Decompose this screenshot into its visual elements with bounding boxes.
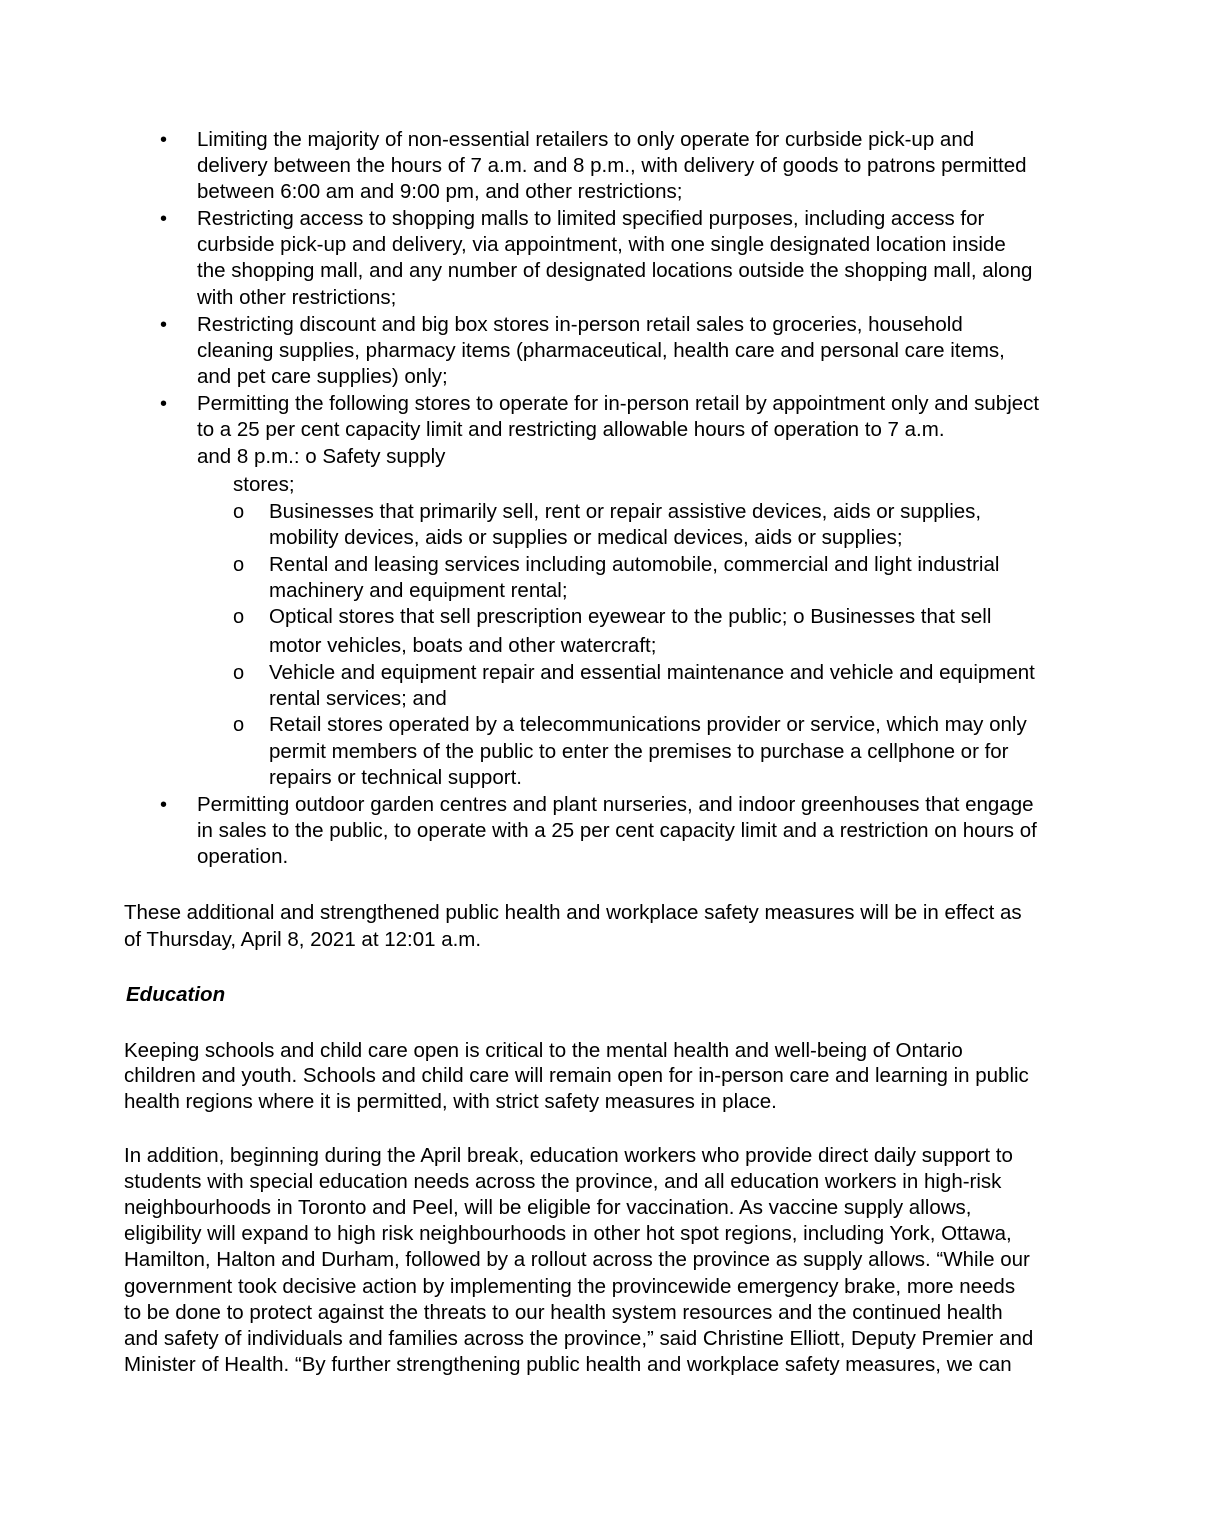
subitem-1-line-2: mobility devices, aids or supplies or medical devices, aids or supplies; xyxy=(269,526,903,549)
subitem-5-line-1: Retail stores operated by a telecommunications provider or service, which may only xyxy=(269,713,1027,736)
bullet-5-line-1: Permitting outdoor garden centres and plant nurseries, and indoor greenhouses that engage xyxy=(197,793,1034,816)
subitem-1-line-1: Businesses that primarily sell, rent or repair assistive devices, aids or supplies, xyxy=(269,500,982,523)
bullet-2-line-1: Restricting access to shopping malls to limited specified purposes, including access for xyxy=(197,207,985,230)
bullet-2-line-4: with other restrictions; xyxy=(197,286,397,309)
bullet-4-line-3: and 8 p.m.: o Safety supply xyxy=(197,445,446,468)
bullet-3-line-3: and pet care supplies) only; xyxy=(197,365,448,388)
education-paragraph-2-line-5: Hamilton, Halton and Durham, followed by a rollout across the province as supply allows. “While our xyxy=(124,1248,1030,1271)
bullet-4-continuation: stores; xyxy=(233,473,295,496)
subitem-4-line-1: Vehicle and equipment repair and essential maintenance and vehicle and equipment xyxy=(269,661,1035,684)
bullet-3-line-1: Restricting discount and big box stores in-person retail sales to groceries, household xyxy=(197,313,963,336)
bullet-marker: • xyxy=(160,794,168,816)
bullet-5-line-3: operation. xyxy=(197,845,289,868)
sub-bullet-marker: o xyxy=(233,554,245,576)
sub-bullet-marker: o xyxy=(233,662,245,684)
education-paragraph-2-line-6: government took decisive action by implementing the provincewide emergency brake, more needs xyxy=(124,1275,1016,1298)
sub-bullet-marker: o xyxy=(233,501,245,523)
effective-paragraph-line-2: of Thursday, April 8, 2021 at 12:01 a.m. xyxy=(124,928,482,951)
education-paragraph-2-line-9: Minister of Health. “By further strengthening public health and workplace safety measures, we can xyxy=(124,1353,1012,1376)
bullet-marker: • xyxy=(160,393,168,415)
subitem-5-line-3: repairs or technical support. xyxy=(269,766,522,789)
subitem-2-line-2: machinery and equipment rental; xyxy=(269,579,568,602)
bullet-marker: • xyxy=(160,129,168,151)
sub-bullet-marker: o xyxy=(233,714,245,736)
bullet-5-line-2: in sales to the public, to operate with a 25 per cent capacity limit and a restriction on hours of xyxy=(197,819,1037,842)
bullet-marker: • xyxy=(160,314,168,336)
education-paragraph-1-line-2: children and youth. Schools and child care will remain open for in-person care and learning in public xyxy=(124,1064,1029,1087)
bullet-4-line-1: Permitting the following stores to operate for in-person retail by appointment only and subject xyxy=(197,392,1040,415)
education-paragraph-2-line-7: to be done to protect against the threats to our health system resources and the continued health xyxy=(124,1301,1003,1324)
bullet-2-line-3: the shopping mall, and any number of designated locations outside the shopping mall, along xyxy=(197,259,1033,282)
education-heading: Education xyxy=(126,983,226,1006)
subitem-5-line-2: permit members of the public to enter the premises to purchase a cellphone or for xyxy=(269,740,1009,763)
bullet-1-line-1: Limiting the majority of non-essential retailers to only operate for curbside pick-up and xyxy=(197,128,975,151)
education-paragraph-2-line-2: students with special education needs across the province, and all education workers in high-risk xyxy=(124,1170,1002,1193)
effective-paragraph-line-1: These additional and strengthened public health and workplace safety measures will be in effect as xyxy=(124,901,1022,924)
subitem-3-line-2: motor vehicles, boats and other watercraft; xyxy=(269,634,657,657)
education-paragraph-2-line-3: neighbourhoods in Toronto and Peel, will be eligible for vaccination. As vaccine supply allows, xyxy=(124,1196,972,1219)
subitem-2-line-1: Rental and leasing services including automobile, commercial and light industrial xyxy=(269,553,1000,576)
bullet-1-line-2: delivery between the hours of 7 a.m. and 8 p.m., with delivery of goods to patrons permitted xyxy=(197,154,1027,177)
bullet-4-line-2: to a 25 per cent capacity limit and restricting allowable hours of operation to 7 a.m. xyxy=(197,418,945,441)
subitem-3-line-1: Optical stores that sell prescription eyewear to the public; o Businesses that sell xyxy=(269,605,992,628)
education-paragraph-1-line-3: health regions where it is permitted, with strict safety measures in place. xyxy=(124,1090,777,1113)
sub-bullet-marker: o xyxy=(233,606,245,628)
education-paragraph-1-line-1: Keeping schools and child care open is critical to the mental health and well-being of Ontario xyxy=(124,1039,963,1062)
subitem-4-line-2: rental services; and xyxy=(269,687,447,710)
education-paragraph-2-line-4: eligibility will expand to high risk neighbourhoods in other hot spot regions, including York, Ottawa, xyxy=(124,1222,1012,1245)
bullet-2-line-2: curbside pick-up and delivery, via appointment, with one single designated location inside xyxy=(197,233,1006,256)
bullet-3-line-2: cleaning supplies, pharmacy items (pharmaceutical, health care and personal care items, xyxy=(197,339,1005,362)
bullet-1-line-3: between 6:00 am and 9:00 pm, and other restrictions; xyxy=(197,180,683,203)
bullet-marker: • xyxy=(160,208,168,230)
education-paragraph-2-line-8: and safety of individuals and families across the province,” said Christine Elliott, Deputy Premier and xyxy=(124,1327,1034,1350)
education-paragraph-2-line-1: In addition, beginning during the April break, education workers who provide direct daily support to xyxy=(124,1144,1013,1167)
